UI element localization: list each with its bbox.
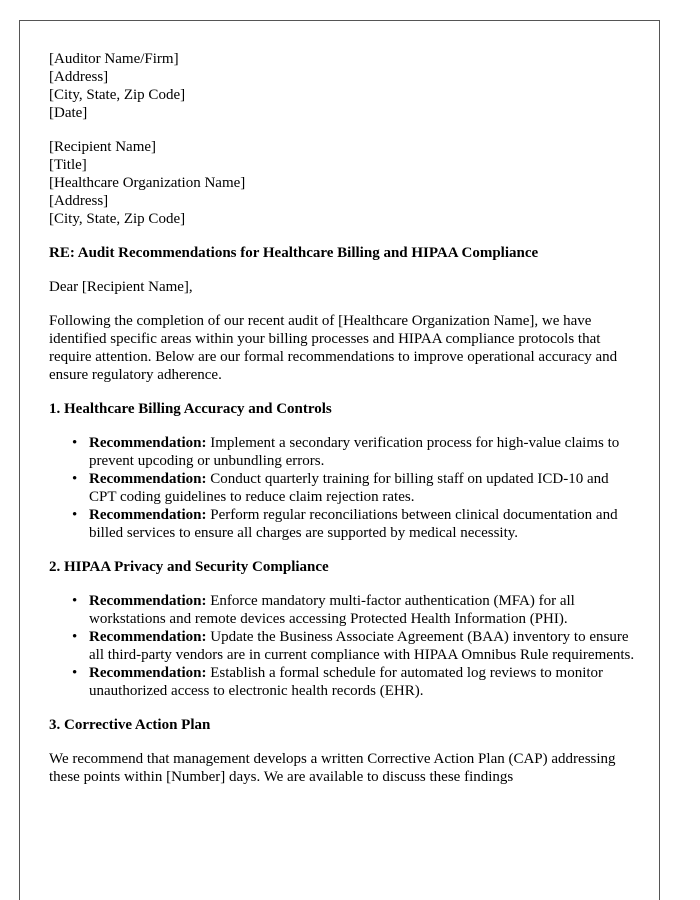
auditor-name: [Auditor Name/Firm] bbox=[49, 51, 179, 67]
recipient-title: [Title] bbox=[49, 157, 87, 173]
salutation: Dear [Recipient Name], bbox=[49, 279, 193, 295]
auditor-city-state-zip: [City, State, Zip Code] bbox=[49, 87, 186, 103]
list-item bbox=[72, 506, 639, 542]
recommendation-label: Recommendation: bbox=[89, 665, 207, 681]
bullet-icon: • bbox=[72, 507, 78, 523]
letter-content bbox=[49, 50, 639, 802]
bullet-icon: • bbox=[72, 629, 78, 645]
recipient-organization: [Healthcare Organization Name] bbox=[49, 175, 246, 191]
section-heading-billing: 1. Healthcare Billing Accuracy and Controls bbox=[49, 401, 332, 417]
hipaa-recommendations-list bbox=[49, 592, 639, 700]
list-item bbox=[72, 664, 639, 700]
recommendation-label: Recommendation: bbox=[89, 507, 207, 523]
recipient-address: [Address] bbox=[49, 193, 109, 209]
recipient-name: [Recipient Name] bbox=[49, 139, 157, 155]
recommendation-label: Recommendation: bbox=[89, 435, 207, 451]
list-item bbox=[72, 434, 639, 470]
recommendation-label: Recommendation: bbox=[89, 629, 207, 645]
auditor-address: [Address] bbox=[49, 69, 109, 85]
list-item bbox=[72, 628, 639, 664]
section-heading-corrective-action: 3. Corrective Action Plan bbox=[49, 717, 211, 733]
recommendation-text: Implement a secondary verification process for high-value claims to prevent upcoding or unbundling errors. bbox=[89, 435, 620, 469]
subject-line: RE: Audit Recommendations for Healthcare Billing and HIPAA Compliance bbox=[49, 245, 539, 261]
recommendation-label: Recommendation: bbox=[89, 471, 207, 487]
recommendation-text: Conduct quarterly training for billing staff on updated ICD-10 and CPT coding guidelines to reduce claim rejection rates. bbox=[89, 471, 609, 505]
bullet-icon: • bbox=[72, 665, 78, 681]
list-item bbox=[72, 592, 639, 628]
billing-recommendations-list bbox=[49, 434, 639, 542]
closing-paragraph: We recommend that management develops a written Corrective Action Plan (CAP) addressing these points within [Number] days. We are available to discuss these findings bbox=[49, 751, 616, 785]
recommendation-text: Establish a formal schedule for automated log reviews to monitor unauthorized access to electronic health records (EHR). bbox=[89, 665, 604, 699]
section-heading-hipaa: 2. HIPAA Privacy and Security Compliance bbox=[49, 559, 329, 575]
intro-paragraph: Following the completion of our recent audit of [Healthcare Organization Name], we have identified specific areas within your billing processes and HIPAA compliance protocols that require attention. Below are our formal recommendations to improve operational accuracy and ensure regulatory adherence. bbox=[49, 313, 618, 383]
recommendation-label: Recommendation: bbox=[89, 593, 207, 609]
bullet-icon: • bbox=[72, 471, 78, 487]
recipient-city-state-zip: [City, State, Zip Code] bbox=[49, 211, 186, 227]
recommendation-text: Enforce mandatory multi-factor authentication (MFA) for all workstations and remote devices accessing Protected Health Information (PHI). bbox=[89, 593, 575, 627]
recipient-address-block bbox=[49, 138, 639, 228]
sender-address-block bbox=[49, 50, 639, 122]
letter-date: [Date] bbox=[49, 105, 88, 121]
bullet-icon: • bbox=[72, 435, 78, 451]
letter-page bbox=[19, 20, 660, 900]
list-item bbox=[72, 470, 639, 506]
bullet-icon: • bbox=[72, 593, 78, 609]
recommendation-text: Perform regular reconciliations between clinical documentation and billed services to ensure all charges are supported by medical necessity. bbox=[89, 507, 618, 541]
recommendation-text: Update the Business Associate Agreement (BAA) inventory to ensure all third-party vendors are in current compliance with HIPAA Omnibus Rule requirements. bbox=[89, 629, 635, 663]
